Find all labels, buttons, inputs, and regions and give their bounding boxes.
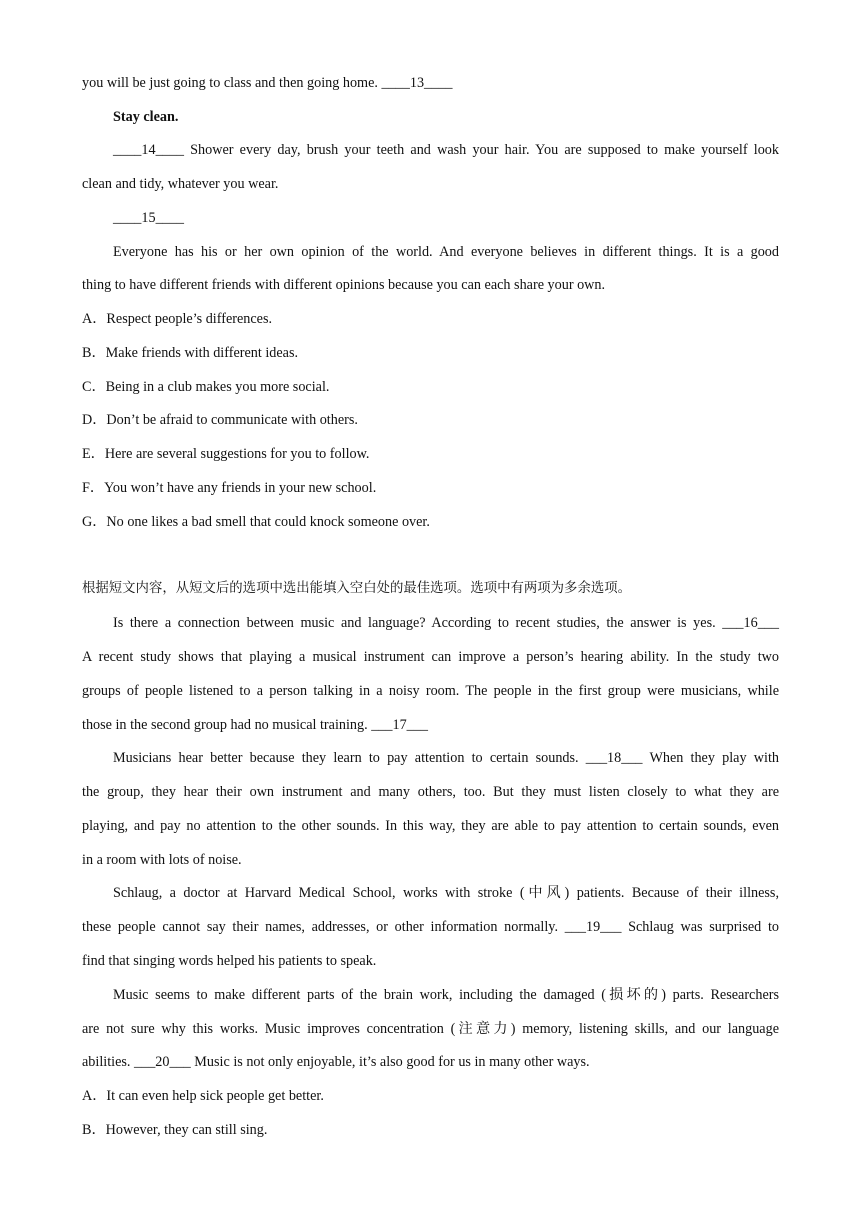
option-b: B．Make friends with different ideas. <box>82 345 299 361</box>
passage-line: the group, they hear their own instrument and many others, too. But they must listen closely to what they are <box>82 784 779 800</box>
passage-line: Music seems to make different parts of the brain work, including the damaged (损坏的) parts. Researchers <box>113 987 779 1003</box>
passage-line: these people cannot say their names, addresses, or other information normally. ___19___ Schlaug was surprised to <box>82 919 779 935</box>
passage-line: find that singing words helped his patients to speak. <box>82 953 377 969</box>
section-heading: Stay clean. <box>113 109 179 125</box>
answer-blank: ____15____ <box>113 210 184 226</box>
passage-line: you will be just going to class and then going home. ____13____ <box>82 75 453 91</box>
passage-line: Schlaug, a doctor at Harvard Medical School, works with stroke (中风) patients. Because of their illness, <box>113 885 779 901</box>
passage-line: Musicians hear better because they learn to pay attention to certain sounds. ___18___ When they play with <box>113 750 779 766</box>
passage-line: Is there a connection between music and language? According to recent studies, the answer is yes. ___16___ <box>113 615 779 631</box>
option-d: D．Don’t be afraid to communicate with others. <box>82 412 358 428</box>
passage-line: in a room with lots of noise. <box>82 852 242 868</box>
passage-line: abilities. ___20___ Music is not only enjoyable, it’s also good for us in many other ways. <box>82 1054 590 1070</box>
option-f: F．You won’t have any friends in your new school. <box>82 480 377 496</box>
passage-line: A recent study shows that playing a musical instrument can improve a person’s hearing ability. In the study two <box>82 649 779 665</box>
option-b: B．However, they can still sing. <box>82 1122 268 1138</box>
option-e: E．Here are several suggestions for you to follow. <box>82 446 370 462</box>
option-a: A．It can even help sick people get better. <box>82 1088 324 1104</box>
passage-line: those in the second group had no musical training. ___17___ <box>82 717 428 733</box>
option-g: G．No one likes a bad smell that could knock someone over. <box>82 514 430 530</box>
option-a: A．Respect people’s differences. <box>82 311 273 327</box>
instruction-text: 根据短文内容，从短文后的选项中选出能填入空白处的最佳选项。选项中有两项为多余选项。 <box>82 581 632 596</box>
passage-line: Everyone has his or her own opinion of the world. And everyone believes in different things. It is a good <box>113 244 779 260</box>
passage-line: clean and tidy, whatever you wear. <box>82 176 279 192</box>
passage-line: playing, and pay no attention to the other sounds. In this way, they are able to pay attention to certain sounds, even <box>82 818 779 834</box>
passage-line: are not sure why this works. Music improves concentration (注意力) memory, listening skills, and our language <box>82 1021 779 1037</box>
option-c: C．Being in a club makes you more social. <box>82 379 330 395</box>
passage-line: thing to have different friends with different opinions because you can each share your own. <box>82 277 606 293</box>
passage-line: groups of people listened to a person talking in a noisy room. The people in the first group were musicians, while <box>82 683 779 699</box>
passage-line: ____14____ Shower every day, brush your teeth and wash your hair. You are supposed to make yourself look <box>113 142 779 158</box>
